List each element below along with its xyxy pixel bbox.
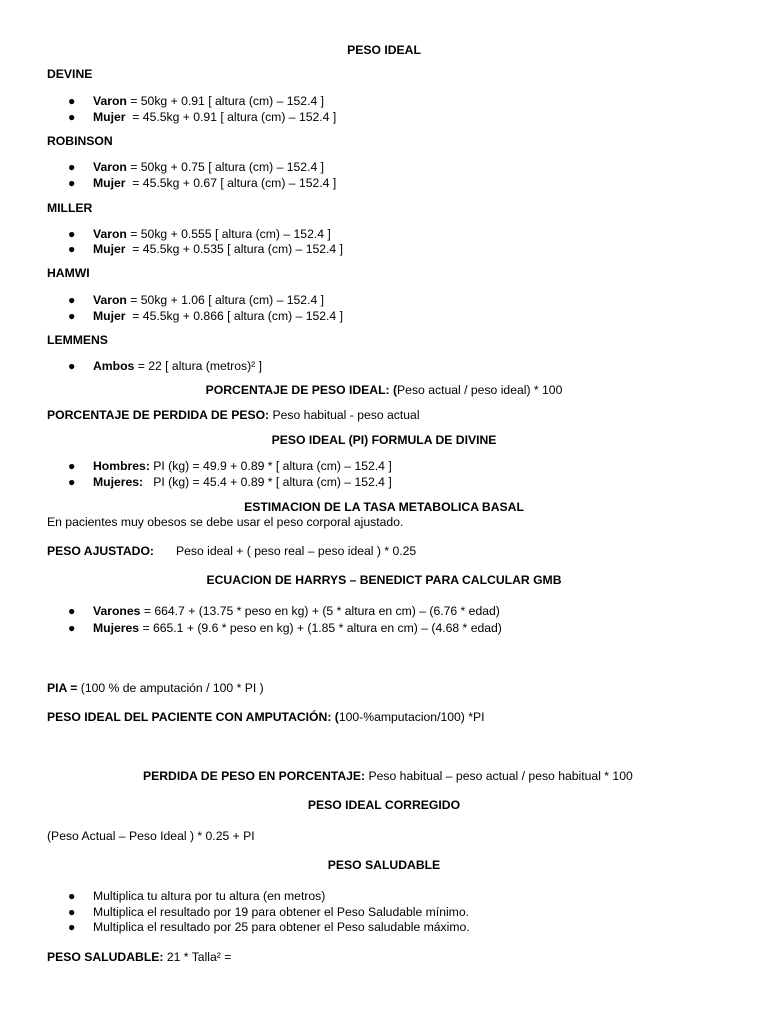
bullet-icon: ● xyxy=(68,160,76,174)
section-heading: PESO SALUDABLE xyxy=(327,858,441,872)
list-item: ● Ambos = 22 [ altura (metros)² ] xyxy=(68,359,262,373)
bullet-icon: ● xyxy=(68,889,76,903)
bullet-icon: ● xyxy=(68,920,76,934)
formula-heading-miller: MILLER xyxy=(47,201,93,215)
list-item: ● Mujer = 45.5kg + 0.67 [ altura (cm) – 152.4 ] xyxy=(68,176,337,190)
list-item: ● Mujeres: PI (kg) = 45.4 + 0.89 * [ altura (cm) – 152.4 ] xyxy=(68,475,392,489)
amputacion-line: PESO IDEAL DEL PACIENTE CON AMPUTACIÓN: (100-%amputacion/100) *PI xyxy=(47,710,485,724)
bullet-icon: ● xyxy=(68,242,76,256)
peso-saludable-line: PESO SALUDABLE: 21 * Talla² = xyxy=(47,950,232,964)
list-item: ● Mujer = 45.5kg + 0.91 [ altura (cm) – 152.4 ] xyxy=(68,110,337,124)
bullet-icon: ● xyxy=(68,621,76,635)
list-item: ● Multiplica el resultado por 25 para obtener el Peso saludable máximo. xyxy=(68,920,470,934)
formula-heading-robinson: ROBINSON xyxy=(47,134,113,148)
bullet-icon: ● xyxy=(68,459,76,473)
section-heading: PESO IDEAL (PI) FORMULA DE DIVINE xyxy=(271,433,497,447)
paragraph: En pacientes muy obesos se debe usar el peso corporal ajustado. xyxy=(47,515,404,529)
corregido-formula: (Peso Actual – Peso Ideal ) * 0.25 + PI xyxy=(47,829,255,843)
list-item: ● Varon = 50kg + 0.75 [ altura (cm) – 152.4 ] xyxy=(68,160,325,174)
bullet-icon: ● xyxy=(68,110,76,124)
list-item: ● Varon = 50kg + 0.91 [ altura (cm) – 152.4 ] xyxy=(68,94,325,108)
formula-heading-hamwi: HAMWI xyxy=(47,266,90,280)
list-item: ● Hombres: PI (kg) = 49.9 + 0.89 * [ altura (cm) – 152.4 ] xyxy=(68,459,392,473)
section-heading: ESTIMACION DE LA TASA METABOLICA BASAL xyxy=(244,500,524,514)
list-item: ● Varones = 664.7 + (13.75 * peso en kg) + (5 * altura en cm) – (6.76 * edad) xyxy=(68,604,500,618)
list-item: ● Multiplica tu altura por tu altura (en metros) xyxy=(68,889,326,903)
bullet-icon: ● xyxy=(68,94,76,108)
bullet-icon: ● xyxy=(68,475,76,489)
bullet-icon: ● xyxy=(68,309,76,323)
pia-line: PIA = (100 % de amputación / 100 * PI ) xyxy=(47,681,264,695)
formula-heading-lemmens: LEMMENS xyxy=(47,333,108,347)
bullet-icon: ● xyxy=(68,604,76,618)
list-item: ● Mujeres = 665.1 + (9.6 * peso en kg) + (1.85 * altura en cm) – (4.68 * edad) xyxy=(68,621,502,635)
bullet-icon: ● xyxy=(68,227,76,241)
pct-loss-line: PORCENTAJE DE PERDIDA DE PESO: Peso habitual - peso actual xyxy=(47,408,420,422)
section-heading: PESO IDEAL CORREGIDO xyxy=(307,798,461,812)
bullet-icon: ● xyxy=(68,293,76,307)
formula-heading-devine: DEVINE xyxy=(47,67,93,81)
peso-ajustado-line: PESO AJUSTADO: Peso ideal + ( peso real – peso ideal ) * 0.25 xyxy=(47,544,417,558)
bullet-icon: ● xyxy=(68,359,76,373)
list-item: ● Varon = 50kg + 1.06 [ altura (cm) – 152.4 ] xyxy=(68,293,325,307)
pct-ideal-line: PORCENTAJE DE PESO IDEAL: (Peso actual / peso ideal) * 100 xyxy=(205,383,563,397)
page-title: PESO IDEAL xyxy=(347,43,421,57)
section-heading: ECUACION DE HARRYS – BENEDICT PARA CALCULAR GMB xyxy=(206,573,562,587)
list-item: ● Varon = 50kg + 0.555 [ altura (cm) – 152.4 ] xyxy=(68,227,331,241)
perdida-pct-line: PERDIDA DE PESO EN PORCENTAJE: Peso habitual – peso actual / peso habitual * 100 xyxy=(143,769,633,783)
bullet-icon: ● xyxy=(68,905,76,919)
bullet-icon: ● xyxy=(68,176,76,190)
list-item: ● Mujer = 45.5kg + 0.535 [ altura (cm) – 152.4 ] xyxy=(68,242,343,256)
list-item: ● Mujer = 45.5kg + 0.866 [ altura (cm) – 152.4 ] xyxy=(68,309,343,323)
list-item: ● Multiplica el resultado por 19 para obtener el Peso Saludable mínimo. xyxy=(68,905,469,919)
